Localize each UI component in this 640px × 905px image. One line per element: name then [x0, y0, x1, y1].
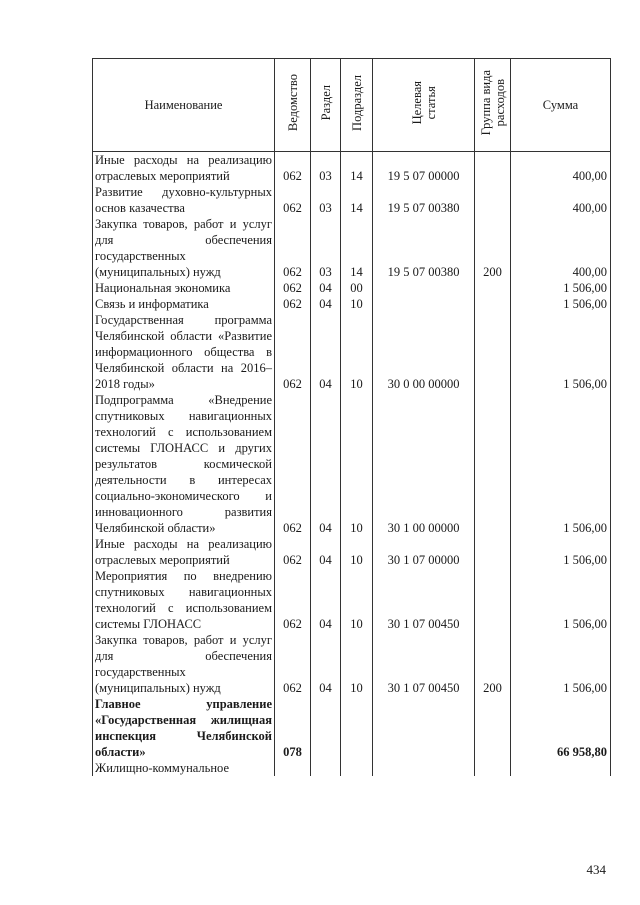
cell-vedomstvo: 062: [275, 568, 311, 632]
header-summa: Сумма: [511, 59, 611, 152]
cell-summa: 400,00: [511, 152, 611, 185]
cell-summa: 1 506,00: [511, 632, 611, 696]
cell-gruppa-vida-raskhodov: [475, 280, 511, 296]
table-row: [93, 696, 611, 760]
cell-celevaya-statya: 19 5 07 00000: [373, 152, 475, 185]
cell-summa: 1 506,00: [511, 280, 611, 296]
header-razdel: Раздел: [311, 59, 341, 152]
cell-podrazdel: [341, 696, 373, 760]
cell-celevaya-statya: 30 1 07 00450: [373, 632, 475, 696]
table-row: [93, 392, 611, 536]
cell-summa: 1 506,00: [511, 536, 611, 568]
cell-razdel: 04: [311, 568, 341, 632]
cell-celevaya-statya: 30 1 07 00450: [373, 568, 475, 632]
cell-razdel: 03: [311, 184, 341, 216]
cell-name: Жилищно-коммунальное: [93, 760, 275, 776]
cell-vedomstvo: 062: [275, 280, 311, 296]
cell-name: Главное управление «Государственная жилищная инспекция Челябинской области»: [93, 696, 275, 760]
cell-vedomstvo: 062: [275, 152, 311, 185]
cell-celevaya-statya: 30 1 00 00000: [373, 392, 475, 536]
cell-summa: [511, 760, 611, 776]
cell-vedomstvo: 062: [275, 536, 311, 568]
cell-vedomstvo: 062: [275, 184, 311, 216]
cell-razdel: 03: [311, 152, 341, 185]
table-row: [93, 152, 611, 185]
cell-name: Закупка товаров, работ и услуг для обеспечения государственных (муниципальных) нужд: [93, 632, 275, 696]
cell-vedomstvo: [275, 760, 311, 776]
cell-podrazdel: 10: [341, 392, 373, 536]
cell-summa: 66 958,80: [511, 696, 611, 760]
table-row: [93, 568, 611, 632]
cell-name: Закупка товаров, работ и услуг для обеспечения государственных (муниципальных) нужд: [93, 216, 275, 280]
table-row: [93, 760, 611, 776]
cell-celevaya-statya: [373, 296, 475, 312]
cell-name: Мероприятия по внедрению спутниковых навигационных технологий с использованием системы ГЛОНАСС: [93, 568, 275, 632]
cell-name: Иные расходы на реализацию отраслевых мероприятий: [93, 152, 275, 185]
cell-podrazdel: [341, 760, 373, 776]
cell-podrazdel: 10: [341, 568, 373, 632]
cell-celevaya-statya: 19 5 07 00380: [373, 216, 475, 280]
table-row: [93, 280, 611, 296]
cell-podrazdel: 10: [341, 312, 373, 392]
cell-celevaya-statya: [373, 760, 475, 776]
cell-vedomstvo: 062: [275, 296, 311, 312]
cell-razdel: [311, 696, 341, 760]
cell-vedomstvo: 078: [275, 696, 311, 760]
cell-vedomstvo: 062: [275, 632, 311, 696]
table-row: [93, 536, 611, 568]
cell-name: Связь и информатика: [93, 296, 275, 312]
cell-razdel: 04: [311, 536, 341, 568]
cell-gruppa-vida-raskhodov: [475, 152, 511, 185]
cell-vedomstvo: 062: [275, 216, 311, 280]
cell-vedomstvo: 062: [275, 392, 311, 536]
cell-gruppa-vida-raskhodov: [475, 296, 511, 312]
table-header: [93, 59, 611, 152]
cell-gruppa-vida-raskhodov: [475, 392, 511, 536]
cell-summa: 400,00: [511, 184, 611, 216]
cell-gruppa-vida-raskhodov: 200: [475, 216, 511, 280]
cell-gruppa-vida-raskhodov: [475, 536, 511, 568]
header-vedomstvo: Ведомство: [275, 59, 311, 152]
header-gruppa-vida-raskhodov: Группа вида расходов: [475, 59, 511, 152]
cell-name: Государственная программа Челябинской области «Развитие информационного общества в Челябинской области на 2016–2018 годы»: [93, 312, 275, 392]
cell-podrazdel: 00: [341, 280, 373, 296]
page-number: 434: [586, 862, 606, 877]
cell-name: Иные расходы на реализацию отраслевых мероприятий: [93, 536, 275, 568]
cell-podrazdel: 14: [341, 184, 373, 216]
table-row: [93, 216, 611, 280]
cell-celevaya-statya: [373, 280, 475, 296]
cell-name: Подпрограмма «Внедрение спутниковых навигационных технологий с использованием системы ГЛОНАСС и других результатов космической деятельности в интересах социально-экономического и инновационного развития Челябинской области»: [93, 392, 275, 536]
cell-summa: 1 506,00: [511, 296, 611, 312]
cell-podrazdel: 10: [341, 632, 373, 696]
budget-table-container: [92, 58, 610, 776]
cell-razdel: 04: [311, 632, 341, 696]
cell-celevaya-statya: 30 1 07 00000: [373, 536, 475, 568]
table-row: [93, 296, 611, 312]
header-celevaya-statya: Целевая статья: [373, 59, 475, 152]
cell-summa: 400,00: [511, 216, 611, 280]
cell-razdel: 04: [311, 296, 341, 312]
cell-podrazdel: 10: [341, 536, 373, 568]
cell-name: Национальная экономика: [93, 280, 275, 296]
table-row: [93, 312, 611, 392]
cell-gruppa-vida-raskhodov: [475, 184, 511, 216]
cell-podrazdel: 14: [341, 216, 373, 280]
cell-gruppa-vida-raskhodov: [475, 696, 511, 760]
cell-gruppa-vida-raskhodov: [475, 568, 511, 632]
table-row: [93, 632, 611, 696]
budget-table: [92, 58, 611, 776]
cell-razdel: 04: [311, 312, 341, 392]
cell-razdel: 04: [311, 280, 341, 296]
cell-celevaya-statya: [373, 696, 475, 760]
cell-summa: 1 506,00: [511, 568, 611, 632]
cell-razdel: [311, 760, 341, 776]
cell-vedomstvo: 062: [275, 312, 311, 392]
cell-gruppa-vida-raskhodov: [475, 312, 511, 392]
cell-summa: 1 506,00: [511, 392, 611, 536]
table-body: [93, 152, 611, 777]
header-name: Наименование: [93, 59, 275, 152]
table-row: [93, 184, 611, 216]
cell-celevaya-statya: 30 0 00 00000: [373, 312, 475, 392]
cell-gruppa-vida-raskhodov: 200: [475, 632, 511, 696]
cell-razdel: 04: [311, 392, 341, 536]
cell-summa: 1 506,00: [511, 312, 611, 392]
cell-podrazdel: 10: [341, 296, 373, 312]
cell-razdel: 03: [311, 216, 341, 280]
cell-podrazdel: 14: [341, 152, 373, 185]
cell-celevaya-statya: 19 5 07 00380: [373, 184, 475, 216]
header-podrazdel: Подраздел: [341, 59, 373, 152]
cell-name: Развитие духовно-культурных основ казачества: [93, 184, 275, 216]
cell-gruppa-vida-raskhodov: [475, 760, 511, 776]
